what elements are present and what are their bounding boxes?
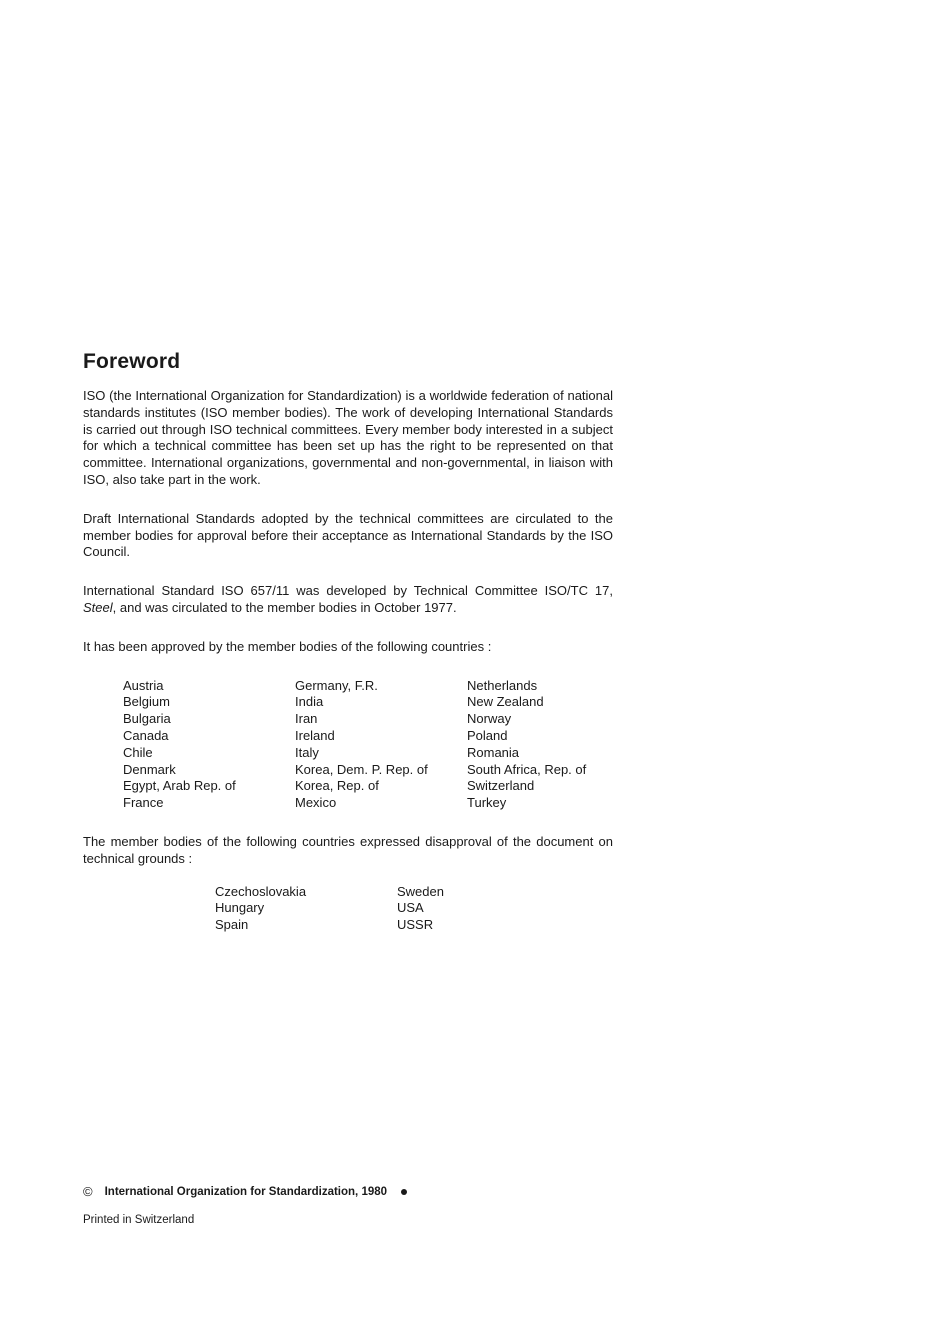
disapproved-countries-list [215, 884, 613, 934]
country-name: South Africa, Rep. of [467, 761, 587, 777]
approved-column-2 [295, 678, 467, 812]
country-name: Sweden [397, 883, 444, 899]
country-name: Canada [123, 727, 169, 743]
approved-countries-list [123, 678, 613, 812]
country-name: Italy [295, 744, 319, 760]
copyright-icon: © [83, 1184, 93, 1199]
country-name: Netherlands [467, 677, 538, 693]
copyright-line [83, 1184, 407, 1199]
country-name: Egypt, Arab Rep. of [123, 778, 236, 794]
country-name: New Zealand [467, 694, 544, 710]
printed-location: Printed in Switzerland [83, 1214, 195, 1226]
country-name: Mexico [295, 795, 337, 811]
paragraph-iso-intro: ISO (the International Organization for Standardization) is a worldwide federation of national standards institutes (ISO member bodies). The work of developing International Standards is carried out through ISO technical committees. Every member body interested in a subject for which a technical committee has been set up has the right to be represented on that committee. International organizations, governmental and non-governmental, in liaison with ISO, also take part in the work. [83, 388, 613, 487]
page-title: Foreword [83, 350, 181, 373]
paragraph-text: , and was circulated to the member bodies in October 1977. [112, 599, 457, 615]
country-name: Romania [467, 744, 520, 760]
country-name: Czechoslovakia [215, 883, 307, 899]
country-name: Switzerland [467, 778, 535, 794]
copyright-text: International Organization for Standardization, 1980 [104, 1185, 388, 1198]
country-name: Korea, Rep. of [295, 778, 379, 794]
country-name: Turkey [467, 795, 507, 811]
disapproved-column-1 [215, 884, 397, 934]
country-name: Hungary [215, 900, 265, 916]
country-name: Iran [295, 711, 318, 727]
approved-column-3 [467, 678, 627, 812]
paragraph-standard-developed [83, 583, 613, 617]
country-name: Austria [123, 677, 164, 693]
country-name: Chile [123, 744, 153, 760]
committee-name: Steel [83, 599, 113, 615]
paragraph-disapproved-intro: The member bodies of the following countries expressed disapproval of the document on technical grounds : [83, 833, 613, 866]
country-name: India [295, 694, 324, 710]
bullet-dot-icon [401, 1189, 407, 1195]
disapproved-column-2 [397, 884, 557, 934]
country-name: Ireland [295, 727, 335, 743]
country-name: Bulgaria [123, 711, 171, 727]
country-name: USA [397, 900, 424, 916]
country-name: France [123, 795, 164, 811]
country-name: Poland [467, 727, 508, 743]
paragraph-approved-intro: It has been approved by the member bodies of the following countries : [83, 638, 492, 654]
country-name: Germany, F.R. [295, 677, 378, 693]
paragraph-text: International Standard ISO 657/11 was developed by Technical Committee ISO/TC 17, [83, 583, 613, 599]
country-name: Norway [467, 711, 512, 727]
country-name: Spain [215, 917, 249, 933]
country-name: Korea, Dem. P. Rep. of [295, 761, 428, 777]
paragraph-draft-standards: Draft International Standards adopted by the technical committees are circulated to the member bodies for approval before their acceptance as International Standards by the ISO Council. [83, 510, 613, 560]
country-name: Belgium [123, 694, 170, 710]
foreword-section [83, 350, 613, 934]
country-name: Denmark [123, 761, 176, 777]
country-name: USSR [397, 917, 434, 933]
approved-column-1 [123, 678, 295, 812]
